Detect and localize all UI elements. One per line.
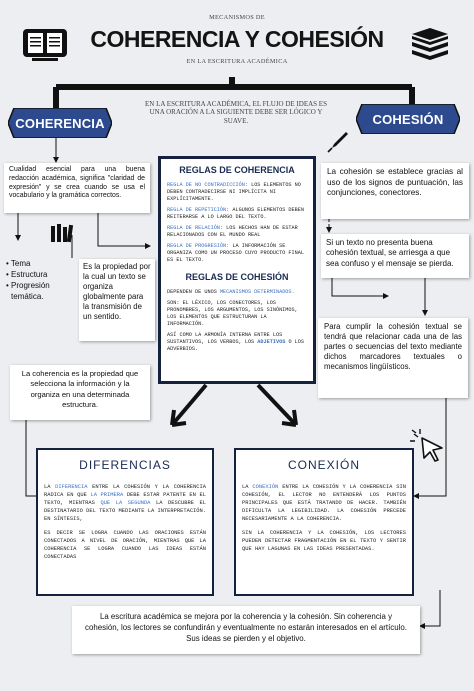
- rules-cohesion-title: REGLAS DE COHESIÓN: [185, 272, 289, 282]
- differences-title: DIFERENCIAS: [79, 458, 171, 472]
- coherencia-components-list: [6, 258, 78, 302]
- cohesion-note: Si un texto no presenta buena cohesión textual, se arriesga a que sea confuso y el mensaje se pierda.: [321, 234, 469, 278]
- library-icon: [50, 223, 74, 243]
- rule-label: REGLA DE RELACIÓN:: [167, 225, 224, 231]
- cohesion-definition: La cohesión se establece gracias al uso de los signos de puntuación, las conjunciones, conectores.: [321, 163, 469, 219]
- rule-item: [167, 225, 307, 239]
- differences-paragraph-1: LA DIFERENCIA ENTRE LA COHESIÓN Y LA COHERENCIA RADICA EN QUE LA PRIMERA DEBE ESTAR PATENTE EN EL TEXTO, MIENTRAS QUE LA SEGUNDA LA DESCUBRE EL DESTINATARIO DEL TEXTO MEDIANTE LA INTERPRETACIÓN. EN SÍNTESIS,: [44, 484, 206, 522]
- rule-text: LOS HECHOS HAN DE ESTAR RELACIONADOS CON EL MUNDO REAL: [167, 225, 298, 238]
- list-item: • Progresión temática.: [6, 280, 78, 302]
- coherencia-summary: La coherencia es la propiedad que selecciona la información y la organiza en una determinada estructura.: [10, 365, 150, 420]
- list-item-label: Progresión temática.: [11, 281, 50, 301]
- list-item: • Tema: [6, 259, 31, 268]
- rule-item: [167, 243, 307, 264]
- rule-item: [167, 182, 307, 203]
- rule-item: [167, 207, 307, 221]
- header-overline: MECANISMOS DE: [209, 14, 265, 21]
- list-item-label: Tema: [10, 259, 31, 268]
- page-title: COHERENCIA Y COHESIÓN: [90, 26, 384, 52]
- coherencia-banner-label: COHERENCIA: [15, 115, 105, 131]
- connection-paragraph-1: LA CONEXIÓN ENTRE LA COHESIÓN Y LA COHERENCIA SIN COHESIÓN, EL LECTOR NO ENTENDERÁ LOS PUNTOS PRINCIPALES QUE ESTÁ TRATANDO DE HACER. TAMBIÉN DIFICULTA LA LEGIBILIDAD. LA COHESIÓN PRECEDE NECESARIAMENTE A LA COHERENCIA.: [242, 484, 406, 522]
- cohesion-rule-intro: DEPENDEN DE UNOS MECANISMOS DETERMINADOS.: [167, 289, 295, 295]
- rule-label: REGLA DE REPETICIÓN:: [167, 207, 230, 213]
- intro-text: EN LA ESCRITURA ACADÉMICA, EL FLUJO DE IDEAS ES UNA ORACIÓN A LA SIGUIENTE DEBE SER LÓGICO Y SUAVE.: [145, 100, 327, 125]
- rule-text: LOS ELEMENTOS NO DEBEN CONTRADECIRSE NI IMPLÍCITA NI EXPLÍCITAMENTE.: [167, 182, 301, 202]
- book-icon: [22, 28, 68, 62]
- differences-panel: [36, 448, 214, 596]
- list-item: • Estructura: [6, 270, 48, 279]
- cohesion-markers: Para cumplir la cohesión textual se tendrá que relacionar cada una de las partes o secuencias del texto mediante dichos marcadores textuales o mecanismos lingüísticos.: [318, 318, 468, 398]
- rule-label: REGLA DE NO CONTRADICCIÓN:: [167, 182, 248, 188]
- cohesion-banner: [356, 104, 460, 134]
- differences-text: [44, 483, 206, 561]
- rules-panel: [158, 156, 316, 384]
- connection-text: [242, 483, 406, 553]
- connection-panel: [234, 448, 414, 596]
- connection-paragraph-2: SIN LA COHERENCIA Y LA COHESIÓN, LOS LECTORES PUEDEN DETECTAR FRAGMENTACIÓN EN EL TEXTO Y SENTIR QUE HAY LAGUNAS EN LAS IDEAS PRESENTADAS.: [242, 530, 406, 552]
- conclusion-text: La escritura académica se mejora por la coherencia y la cohesión. Sin coherencia y cohesión, los lectores se confundirán y eventualmente no estarán interesados en el artículo. Sus ideas se pierden y el objetivo.: [72, 606, 420, 654]
- books-stack-icon: [408, 26, 452, 64]
- rules-cohesion-text: [167, 289, 307, 353]
- cursor-click-icon: [408, 428, 448, 464]
- cohesion-rule-mechanisms: SON: EL LÉXICO, LOS CONECTORES, LOS PRONOMBRES, LOS ARGUMENTOS, LOS SINÓNIMOS, LOS ELEMENTOS QUE ESTRUCTURAN LA INFORMACIÓN.: [167, 300, 298, 327]
- coherencia-definition: Cualidad esencial para una buena redacción académica, significa "claridad de expresión" y se crea cuando se usa el vocabulario y la gramática correctos.: [4, 163, 150, 213]
- header-subtitle: EN LA ESCRITURA ACADÉMICA: [186, 58, 288, 65]
- connection-title: CONEXIÓN: [287, 458, 360, 472]
- differences-paragraph-2: ES DECIR SE LOGRA CUANDO LAS ORACIONES ESTÁN CONECTADOS A NIVEL DE ORACIÓN, MIENTRAS QUE LA COHERENCIA SE LOGRA CUANDO LAS IDEAS ESTÁN CONECTADAS: [44, 530, 206, 560]
- list-item-label: Estructura: [11, 270, 48, 279]
- coherencia-property: Es la propiedad por la cual un texto se organiza globalmente para la transmisión de un sentido.: [79, 259, 155, 341]
- rule-label: REGLA DE PROGRESIÓN:: [167, 243, 230, 249]
- rules-coherencia-title: REGLAS DE COHERENCIA: [179, 165, 295, 175]
- rule-text: LA INFORMACIÓN SE ORGANIZA COMO UN PROCESO CUYO PRODUCTO FINAL ES EL TEXTO.: [167, 243, 304, 263]
- coherencia-banner: [8, 108, 112, 138]
- rules-coherencia-list: [167, 182, 307, 264]
- rule-text: ALGUNOS ELEMENTOS DEBEN REITERARSE A LO LARGO DEL TEXTO.: [167, 207, 304, 220]
- pen-nib-icon: [326, 130, 350, 154]
- cohesion-banner-label: COHESIÓN: [372, 111, 444, 127]
- cohesion-rule-harmony: ASÍ COMO LA ARMONÍA INTERNA ENTRE LOS SUSTANTIVOS, LOS VERBOS, LOS ADJETIVOS O LOS ADVERBIOS.: [167, 332, 305, 352]
